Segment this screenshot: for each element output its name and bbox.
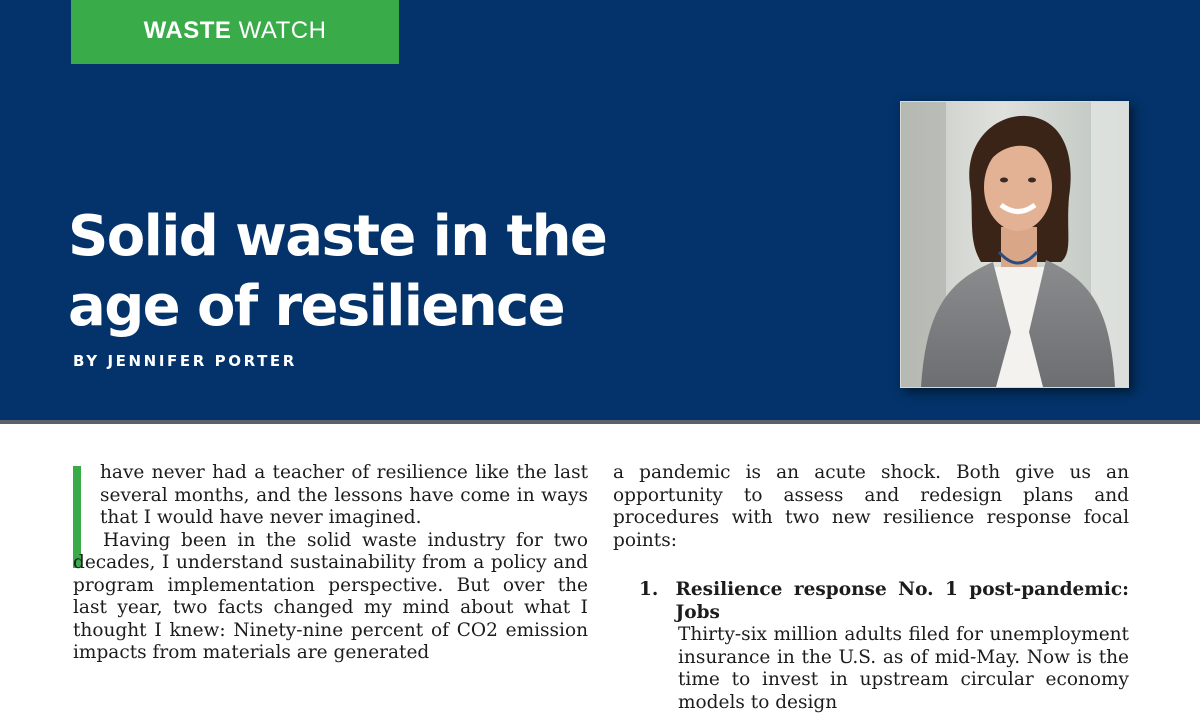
article-left-column	[73, 462, 588, 665]
list-item-heading-row	[613, 579, 1129, 624]
article-paragraph-3: a pandemic is an acute shock. Both give us an opportunity to assess and redesign plans and procedures with two new resilience response focal points:	[613, 462, 1129, 551]
header-divider	[0, 420, 1200, 424]
headline-line-1: Solid waste in the	[68, 204, 607, 269]
list-item-number: 1.	[639, 579, 659, 600]
article-headline	[68, 202, 688, 342]
article-right-column	[613, 462, 1129, 714]
list-item	[613, 579, 1129, 714]
article-paragraph-2: Having been in the solid waste industry for two decades, I understand sustainability from a policy and program implementation perspective. But over the last year, two facts changed my mind about what I thought I knew: Ninety-nine percent of CO2 emission impacts from materials are generated	[73, 529, 588, 663]
list-item-text: Thirty-six million adults filed for unemployment insurance in the U.S. as of mid-May. Now is the time to invest in upstream circular economy models to design	[678, 624, 1129, 713]
article-paragraph-1: have never had a teacher of resilience like the last several months, and the lessons have come in ways that I would have never imagined.	[100, 462, 588, 528]
list-item-heading: Resilience response No. 1 post-pandemic: Jobs	[675, 579, 1129, 623]
section-tag	[71, 0, 399, 64]
section-tag-bold: WASTE	[143, 17, 232, 44]
author-photo	[900, 101, 1129, 388]
section-tag-rest: WATCH	[238, 17, 327, 44]
headline-line-2: age of resilience	[68, 274, 565, 339]
byline: BY JENNIFER PORTER	[73, 352, 297, 370]
author-photo-image	[901, 102, 1128, 387]
